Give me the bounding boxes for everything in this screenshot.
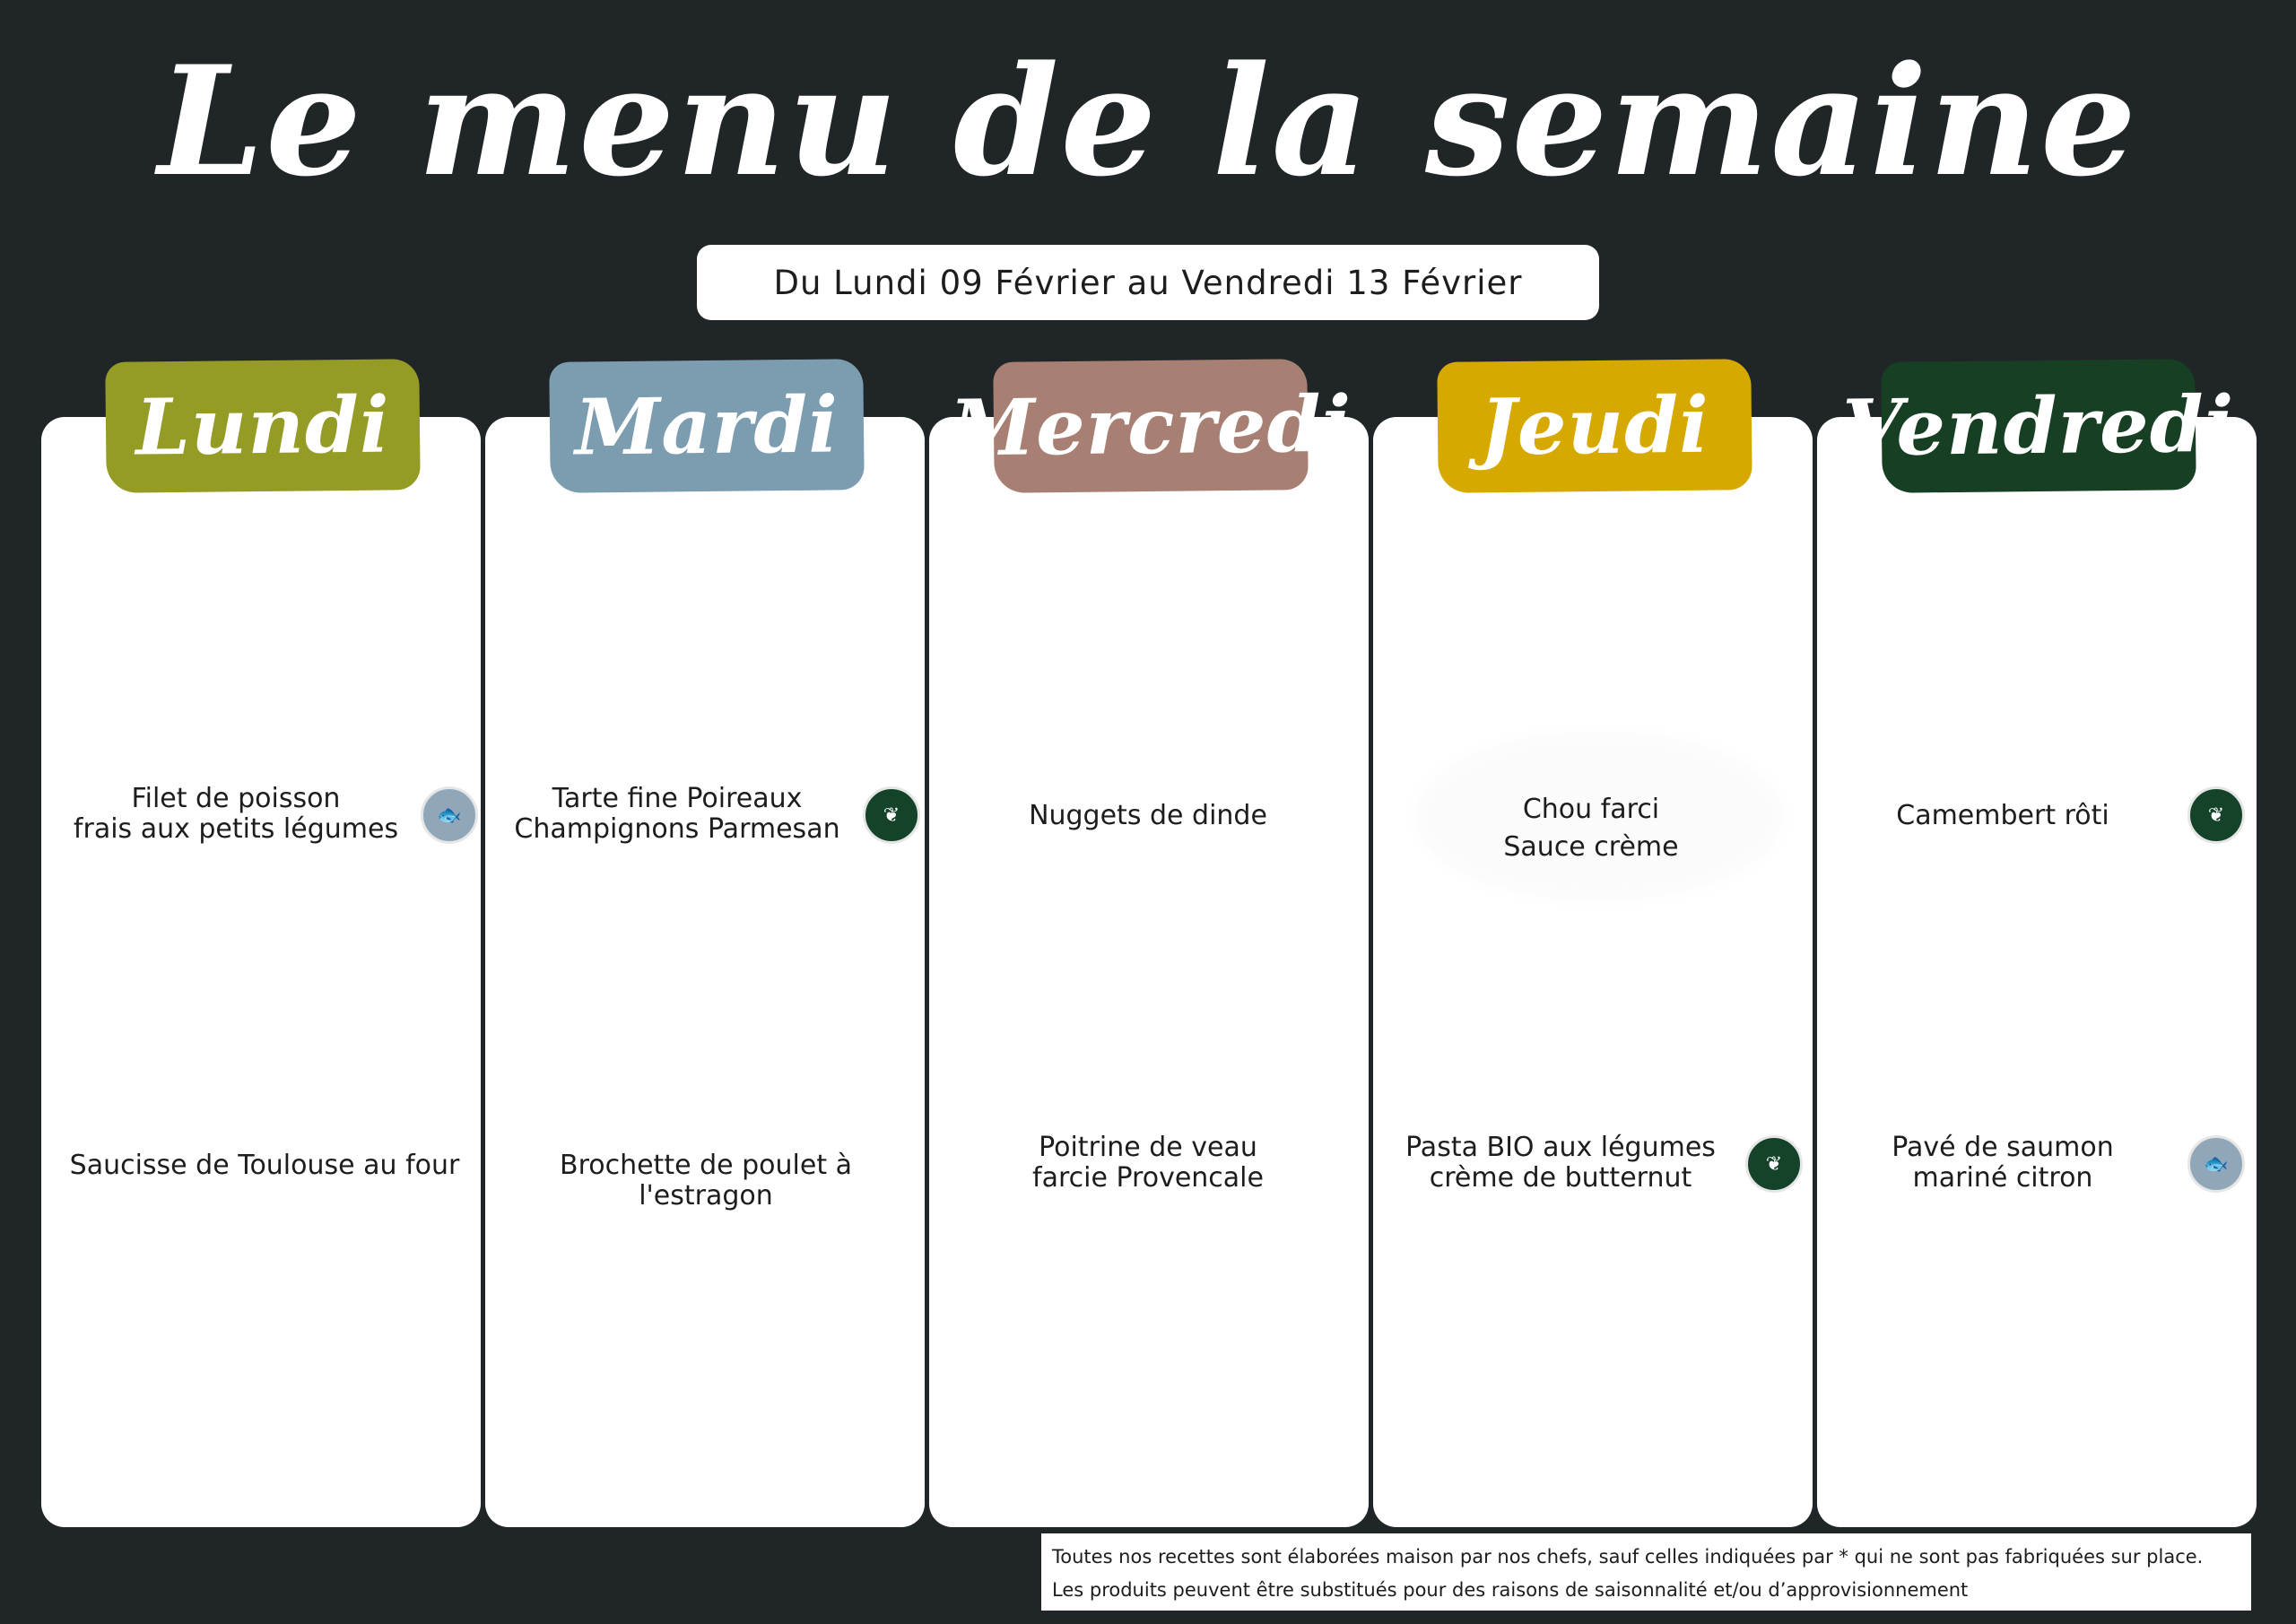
day-tab-vendredi: Vendredi: [1881, 359, 2196, 493]
day-column-vendredi: [1817, 417, 2257, 1527]
page-title: Le menu de la semaine: [158, 32, 2138, 210]
peche-responsable-icon: 🐟: [2187, 1135, 2245, 1193]
vegetarien-icon: ❦: [1745, 1135, 1803, 1193]
day-tab-jeudi: Jeudi: [1437, 359, 1752, 493]
day-tab-mardi: Mardi: [549, 359, 865, 493]
dish-lundi-1: Filet de poisson frais aux petits légumes: [73, 783, 399, 845]
footnote-line-1: Toutes nos recettes sont élaborées maison par nos chefs, sauf celles indiquées par * qui ne sont pas fabriquées sur place.: [1052, 1546, 2204, 1568]
dish-mercredi-1: Nuggets de dinde: [1029, 800, 1267, 831]
vegetarien-icon: ❦: [863, 786, 920, 844]
dish-mardi-2: Brochette de poulet à l'estragon: [559, 1150, 852, 1211]
vegetarien-icon: ❦: [2187, 786, 2245, 844]
dish-mardi-1: Tarte fine Poireaux Champignons Parmesan: [514, 783, 840, 845]
day-tab-lundi: Lundi: [105, 359, 421, 493]
footnote-line-2: Les produits peuvent être substitués pour des raisons de saisonnalité et/ou d’approvisionnement: [1052, 1579, 1969, 1601]
day-column-mardi: [485, 417, 925, 1527]
footnote-box: [1041, 1533, 2251, 1611]
date-range-text: Du Lundi 09 Février au Vendredi 13 Février: [773, 263, 1523, 302]
day-column-jeudi: [1373, 417, 1813, 1527]
dish-vendredi-1: Camembert rôti: [1896, 800, 2109, 831]
dish-mercredi-2: Poitrine de veau farcie Provencale: [1032, 1132, 1264, 1194]
day-column-mercredi: [929, 417, 1369, 1527]
dish-jeudi-2: Pasta BIO aux légumes crème de butternut: [1405, 1132, 1716, 1194]
dish-lundi-2: Saucisse de Toulouse au four: [69, 1150, 460, 1181]
dish-vendredi-2: Pavé de saumon mariné citron: [1892, 1132, 2114, 1194]
day-tab-mercredi: Mercredi: [993, 359, 1309, 493]
dish-jeudi-1: Chou farci Sauce crème: [1503, 794, 1679, 863]
date-range-banner: [697, 245, 1599, 320]
peche-responsable-icon: 🐟: [421, 786, 478, 844]
day-column-lundi: [41, 417, 481, 1527]
